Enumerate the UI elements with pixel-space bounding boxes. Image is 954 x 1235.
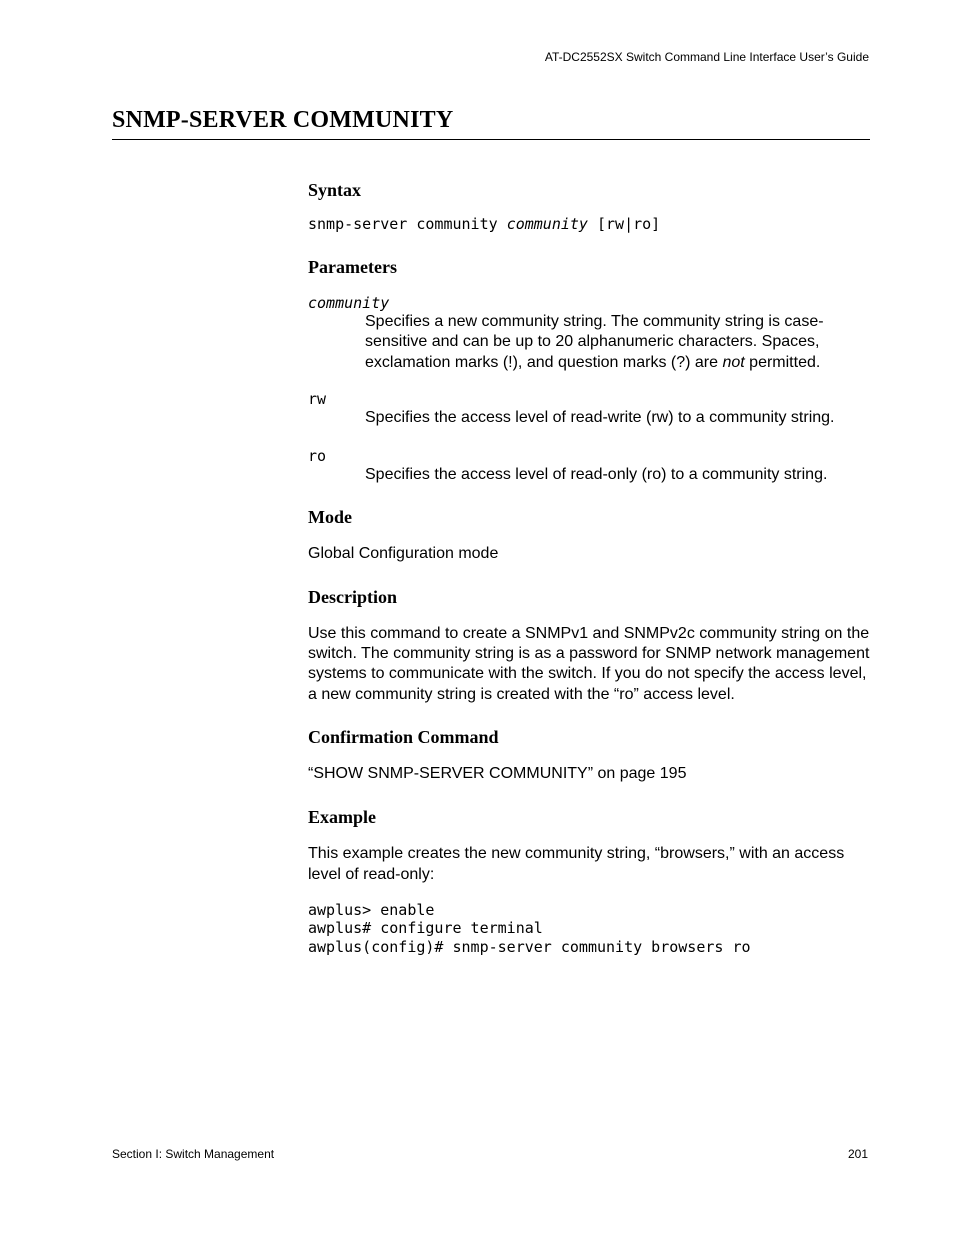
syntax-options: [rw|ro] [597,215,661,233]
code-line: awplus# configure terminal [308,919,543,938]
description-text: Use this command to create a SNMPv1 and SNMPv2c community string on the switch. The community string is as a password for SNMP network management systems to communicate with the switch. If you do not specify the access level, a new community string is created with the “ro” access level. [308,624,870,703]
parameter-name: rw [308,389,327,408]
parameter-rw [308,390,870,429]
syntax-heading: Syntax [308,180,362,200]
parameter-description-emphasis: not [722,353,745,371]
code-line: awplus(config)# snmp-server community browsers ro [308,937,751,956]
example-code [308,901,870,957]
syntax-variable: community [506,215,588,233]
parameter-description [365,312,870,373]
mode-heading: Mode [308,507,352,528]
main-content [308,179,870,956]
parameter-ro [308,447,870,486]
confirmation-link[interactable]: “SHOW SNMP-SERVER COMMUNITY” on page 195 [308,764,687,782]
parameter-name: community [308,293,390,312]
description-heading: Description [308,586,397,607]
example-text: This example creates the new community string, “browsers,” with an access level of read-only: [308,845,845,883]
parameters-heading: Parameters [308,256,397,277]
confirmation-heading: Confirmation Command [308,726,499,747]
parameter-description: Specifies the access level of read-write (rw) to a community string. [365,409,835,427]
parameter-description-text: Specifies a new community string. The community string is case-sensitive and can be up to 20 alphanumeric characters. Spaces, exclamation marks (!), and question marks (?) are [365,313,824,371]
parameter-description: Specifies the access level of read-only (ro) to a community string. [365,466,828,484]
footer-section: Section I: Switch Management [112,1147,275,1161]
title-divider [112,139,870,140]
parameter-community [308,294,870,373]
running-header: AT-DC2552SX Switch Command Line Interface User’s Guide [544,50,869,64]
syntax-line [308,215,870,234]
syntax-command: snmp-server community [308,215,498,233]
code-line: awplus> enable [308,900,435,919]
parameter-description-text-end: permitted. [749,353,821,371]
page-title: SNMP-SERVER COMMUNITY [112,107,454,133]
parameter-name: ro [308,446,327,465]
mode-text: Global Configuration mode [308,545,499,563]
footer-page-number: 201 [847,1147,868,1161]
example-heading: Example [308,807,377,828]
